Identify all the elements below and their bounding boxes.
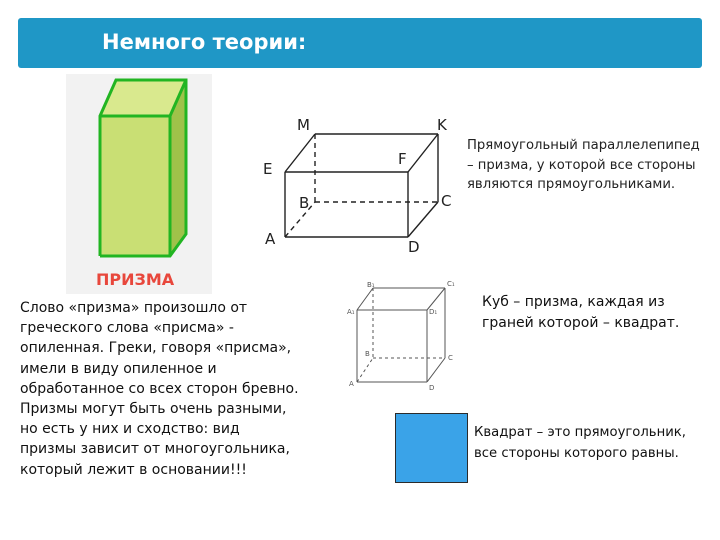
edge-DC — [408, 202, 438, 237]
cube-vertex-label: D₁ — [429, 308, 438, 316]
cube-vertex-label: B₁ — [367, 281, 375, 289]
cube-vertex-label: C — [448, 354, 453, 362]
prism-image — [66, 74, 212, 294]
edge-EM — [285, 134, 315, 172]
vertex-label-K: K — [437, 116, 447, 134]
parallelepiped-description: Прямоугольный параллелепипед – призма, у которой все стороны являются прямоугольниками. — [467, 138, 700, 193]
cube-vertex-label: D — [429, 384, 435, 392]
cube-description: Куб – призма, каждая из граней которой – квадрат. — [482, 294, 680, 331]
cube-vertex-label: B — [365, 350, 370, 358]
vertex-label-C: C — [441, 192, 452, 210]
parallelepiped-diagram — [255, 112, 465, 257]
cube-edge — [427, 288, 445, 310]
page-title: Немного теории: — [102, 30, 307, 54]
cube-edge — [427, 358, 445, 382]
cube-diagram — [343, 280, 463, 392]
square-description: Квадрат – это прямоугольник, все стороны которого равны. — [474, 425, 686, 461]
vertex-label-D: D — [408, 238, 420, 256]
cube-edge — [357, 288, 373, 310]
edge-FK — [408, 134, 438, 172]
vertex-label-A: A — [265, 230, 276, 248]
cube-vertex-label: A₁ — [347, 308, 355, 316]
prism-label: ПРИЗМА — [96, 270, 175, 289]
vertex-label-M: M — [297, 116, 310, 134]
vertex-label-F: F — [398, 150, 407, 168]
theory-paragraph: Слово «призма» произошло от греческого слова «присма» - опиленная. Греки, говоря «присма», имели в виду опиленное и обработанное со всех сторон бревно. Призмы могут быть очень разными, но есть у них и сходство: вид призмы зависит от многоугольника, который лежит в основании!!! — [20, 300, 299, 478]
header-banner — [18, 18, 702, 68]
vertex-label-B: B — [299, 194, 310, 212]
vertex-label-E: E — [263, 160, 273, 178]
square-shape — [395, 413, 468, 483]
cube-hidden-edge — [357, 358, 373, 382]
prism-drawing — [66, 74, 212, 294]
cube-vertex-label: A — [349, 380, 354, 388]
cube-vertex-label: C₁ — [447, 280, 455, 288]
prism-front-face — [100, 116, 170, 256]
